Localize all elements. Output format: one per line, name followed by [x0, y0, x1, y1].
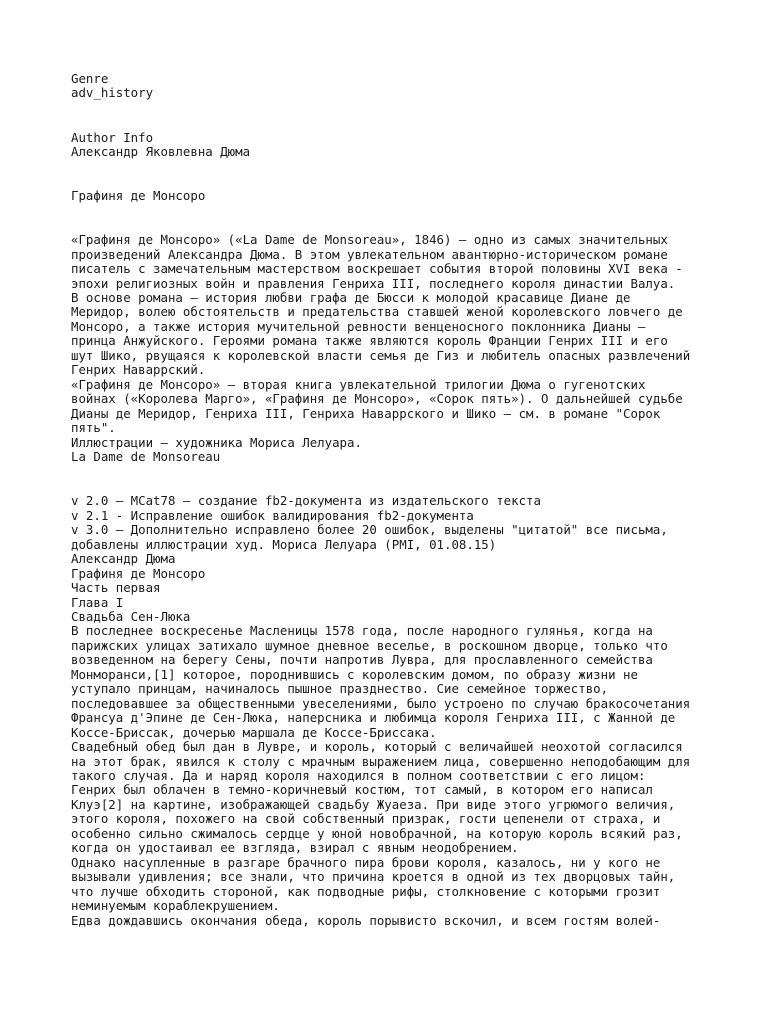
genre-label: Genre — [71, 71, 109, 86]
chapter-heading: Глава I — [71, 594, 124, 610]
annotation-line: войнах («Королева Марго», «Графиня де Монсоро», «Сорок пять»). О дальнейшей судьбе — [71, 391, 683, 407]
annotation-section — [71, 233, 711, 464]
book-title-section — [71, 189, 711, 203]
history-line: добавлены иллюстрации худ. Мориса Лелуара (PMI, 01.08.15) — [71, 536, 497, 552]
annotation-line: пять". — [71, 420, 116, 436]
annotation-line: Монсоро, а также история мучительной ревности венценосного поклонника Дианы — — [71, 318, 646, 334]
body-line: что лучше обходить стороной, как подводные рифы, столкновение с которыми грозит — [71, 883, 661, 899]
genre-section — [71, 72, 711, 101]
genre-value: adv_history — [71, 85, 154, 101]
body-line: парижских улицах затихало шумное дневное веселье, в роскошном дворце, только что — [71, 637, 668, 653]
body-line: этого короля, похожего на свой собственный призрак, гости цепенели от страха, и — [71, 811, 661, 827]
annotation-line: La Dame de Monsoreau — [71, 448, 221, 464]
annotation-line: В основе романа — история любви графа де Бюсси к молодой красавице Диане де — [71, 289, 631, 305]
body-line: Франсуа д'Эпине де Сен-Люка, наперсника и любимца короля Генриха III, с Жанной де — [71, 710, 676, 726]
annotation-line: «Графиня де Монсоро» — вторая книга увлекательной трилогии Дюма о гугенотских — [71, 376, 646, 392]
annotation-line: Меридор, волею обстоятельств и предательства ставшей женой королевского ловчего де — [71, 304, 683, 320]
body-line: последовавшее за общественными увеселениями, было устроено по случаю бракосочетания — [71, 695, 691, 711]
author-name: Александр Дюма — [71, 551, 176, 567]
body-line: Едва дождавшись окончания обеда, король порывисто вскочил, и всем гостям волей- — [71, 912, 661, 928]
front-section — [71, 552, 711, 624]
body-line: Свадебный обед был дан в Лувре, и король, который с величайшей неохотой согласился — [71, 739, 683, 755]
annotation-line: Дианы де Меридор, Генриха III, Генриха Наваррского и Шико — см. в романе "Сорок — [71, 405, 661, 421]
document-page — [71, 72, 711, 928]
annotation-line: Генрих Наваррский. — [71, 362, 206, 378]
body-line: Клуэ[2] на картине, изображающей свадьбу Жуаеза. При виде этого угрюмого величия, — [71, 796, 676, 812]
author-info-value: Александр Яковлевна Дюма — [71, 144, 251, 160]
annotation-line: эпохи религиозных войн и правления Генриха III, последнего короля династии Валуа. — [71, 275, 676, 291]
body-line: Генрих был облачен в темно-коричневый костюм, тот самый, в котором его написал — [71, 782, 653, 798]
history-line: v 2.1 - Исправление ошибок валидирования fb2-документа — [71, 507, 474, 523]
annotation-line: Иллюстрации — художника Мориса Лелуара. — [71, 434, 362, 450]
body-line: неминуемым кораблекрушением. — [71, 898, 280, 914]
annotation-line: принца Анжуйского. Героями романа также являются король Франции Генрих III и его — [71, 333, 668, 349]
body-line: В последнее воскресенье Масленицы 1578 года, после народного гулянья, когда на — [71, 623, 653, 639]
body-line: вызывали удивления; все знали, что причина кроется в одной из тех дворцовых тайн, — [71, 869, 676, 885]
annotation-line: писатель с замечательным мастерством воскрешает события второй половины XVI века - — [71, 261, 683, 277]
body-line: Однако насупленные в разгаре брачного пира брови короля, казалось, ни у кого не — [71, 854, 661, 870]
annotation-line: «Графиня де Монсоро» («La Dame de Monsoreau», 1846) — одно из самых значительных — [71, 232, 668, 248]
book-title: Графиня де Монсоро — [71, 187, 206, 203]
body-line: на этот брак, явился к столу с мрачным выражением лица, совершенно неподобающим для — [71, 753, 691, 769]
body-line: особенно сильно сжималось сердце у юной новобрачной, на которую король всякий раз, — [71, 825, 683, 841]
title-heading: Графиня де Монсоро — [71, 565, 206, 581]
body-line: Монморанси,[1] которое, породнившись с королевским домом, по образу жизни не — [71, 666, 638, 682]
chapter-title: Свадьба Сен-Люка — [71, 609, 191, 625]
annotation-line: произведений Александра Дюма. В этом увлекательном авантюрно-историческом романе — [71, 246, 668, 262]
annotation-line: шут Шико, рвущаяся к королевской власти семья де Гиз и любитель опасных развлечений — [71, 347, 691, 363]
body-line: Коссе-Бриссак, дочерью маршала де Коссе-Бриссака. — [71, 724, 437, 740]
part-heading: Часть первая — [71, 580, 161, 596]
history-line: v 2.0 – MCat78 – создание fb2-документа из издательского текста — [71, 493, 541, 509]
body-line: когда он удостаивал ее взгляда, взирал с явным неодобрением. — [71, 840, 519, 856]
history-line: v 3.0 — Дополнительно исправлено более 20 ошибок, выделены "цитатой" все письма, — [71, 522, 668, 538]
body-line: возведенном на берегу Сены, почти напротив Лувра, для прославленного семейства — [71, 652, 653, 668]
body-text-section — [71, 624, 711, 928]
author-info-section — [71, 131, 711, 160]
body-line: уступало принцам, начиналось пышное празднество. Сие семейное торжество, — [71, 681, 609, 697]
author-info-label: Author Info — [71, 129, 154, 145]
body-line: такого случая. Да и наряд короля находился в полном соответствии с его лицом: — [71, 768, 646, 784]
history-section — [71, 494, 711, 552]
